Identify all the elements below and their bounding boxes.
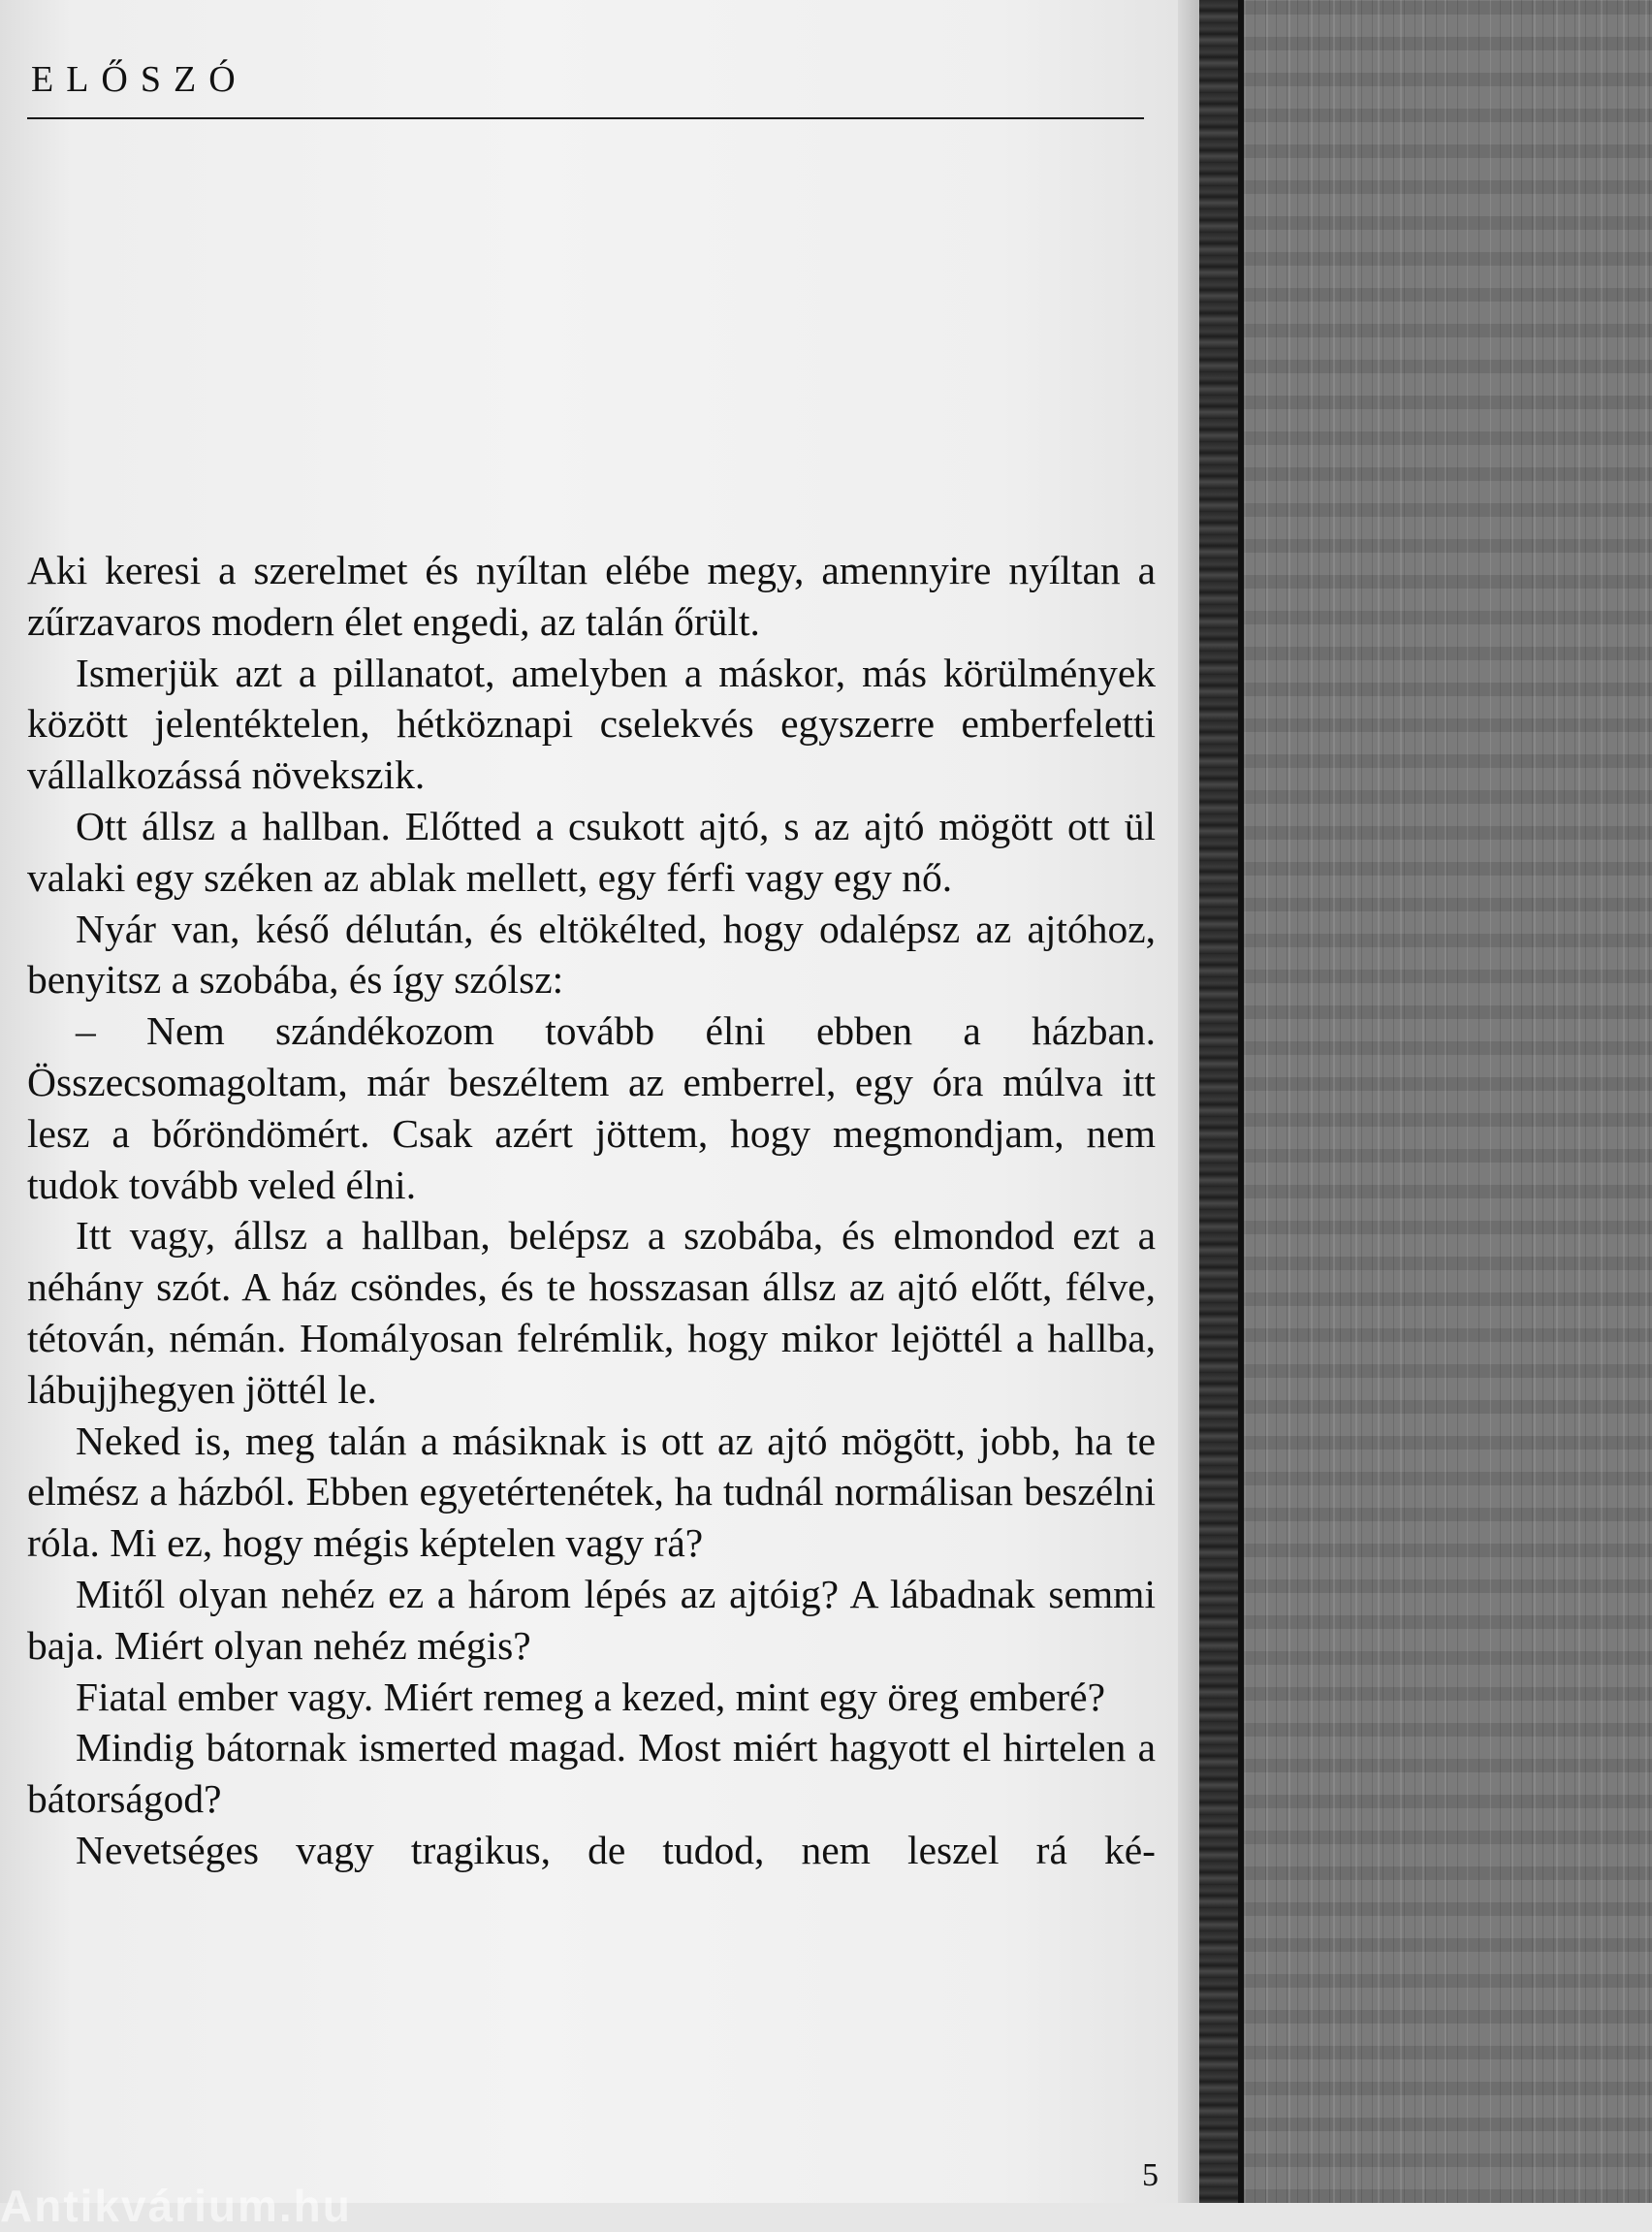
paragraph: Ismerjük azt a pillanatot, amelyben a máskor, más körülmények között jelentéktelen, hétköznapi cselekvés egyszerre emberfeletti vállalkozássá növekszik.: [27, 650, 1156, 798]
book-cover-edge: [1199, 0, 1238, 2203]
paragraph: Itt vagy, állsz a hallban, belépsz a szobába, és elmondod ezt a néhány szót. A ház csöndes, és te hosszasan állsz az ajtó előtt, félve, tétován, némán. Homályosan felrémlik, hogy mikor lejöttél a hallba, lábujjhegyen jöttél le.: [27, 1213, 1156, 1412]
page-number: 5: [1142, 2157, 1159, 2193]
paragraph: Ott állsz a hallban. Előtted a csukott ajtó, s az ajtó mögött ott ül valaki egy széken az ablak mellett, egy férfi vagy egy nő.: [27, 803, 1156, 900]
chapter-header: ELŐSZÓ: [31, 59, 248, 100]
paragraph: Nyár van, késő délután, és eltökélted, hogy odalépsz az ajtóhoz, benyitsz a szobába, és így szólsz:: [27, 906, 1156, 1003]
watermark: Antikvárium.hu: [0, 2181, 352, 2231]
paragraph: Mindig bátornak ismerted magad. Most miért hagyott el hirtelen a bátorságod?: [27, 1725, 1156, 1822]
body-text: [27, 545, 1156, 1876]
paragraph: Fiatal ember vagy. Miért remeg a kezed, mint egy öreg emberé?: [76, 1674, 1106, 1719]
paragraph: Neked is, meg talán a másiknak is ott az ajtó mögött, jobb, ha te elmész a házból. Ebben egyetértenétek, ha tudnál normálisan beszélni róla. Mi ez, hogy mégis képtelen vagy rá?: [27, 1418, 1156, 1566]
table-surface: [1244, 0, 1652, 2203]
paragraph: Nevetséges vagy tragikus, de tudod, nem leszel rá ké-: [76, 1827, 1156, 1872]
page-edge: [1178, 0, 1199, 2203]
paragraph: – Nem szándékozom tovább élni ebben a házban. Összecsomagoltam, már beszéltem az emberrel, egy óra múlva itt lesz a bőröndömért. Csak azért jöttem, hogy megmondjam, nem tudok tovább veled élni.: [27, 1008, 1156, 1207]
paragraph: Aki keresi a szerelmet és nyíltan elébe megy, amennyire nyíltan a zűrzavaros modern élet engedi, az talán őrült.: [27, 548, 1156, 644]
paragraph: Mitől olyan nehéz ez a három lépés az ajtóig? A lábadnak semmi baja. Miért olyan nehéz mégis?: [27, 1571, 1156, 1668]
header-rule: [27, 117, 1144, 119]
